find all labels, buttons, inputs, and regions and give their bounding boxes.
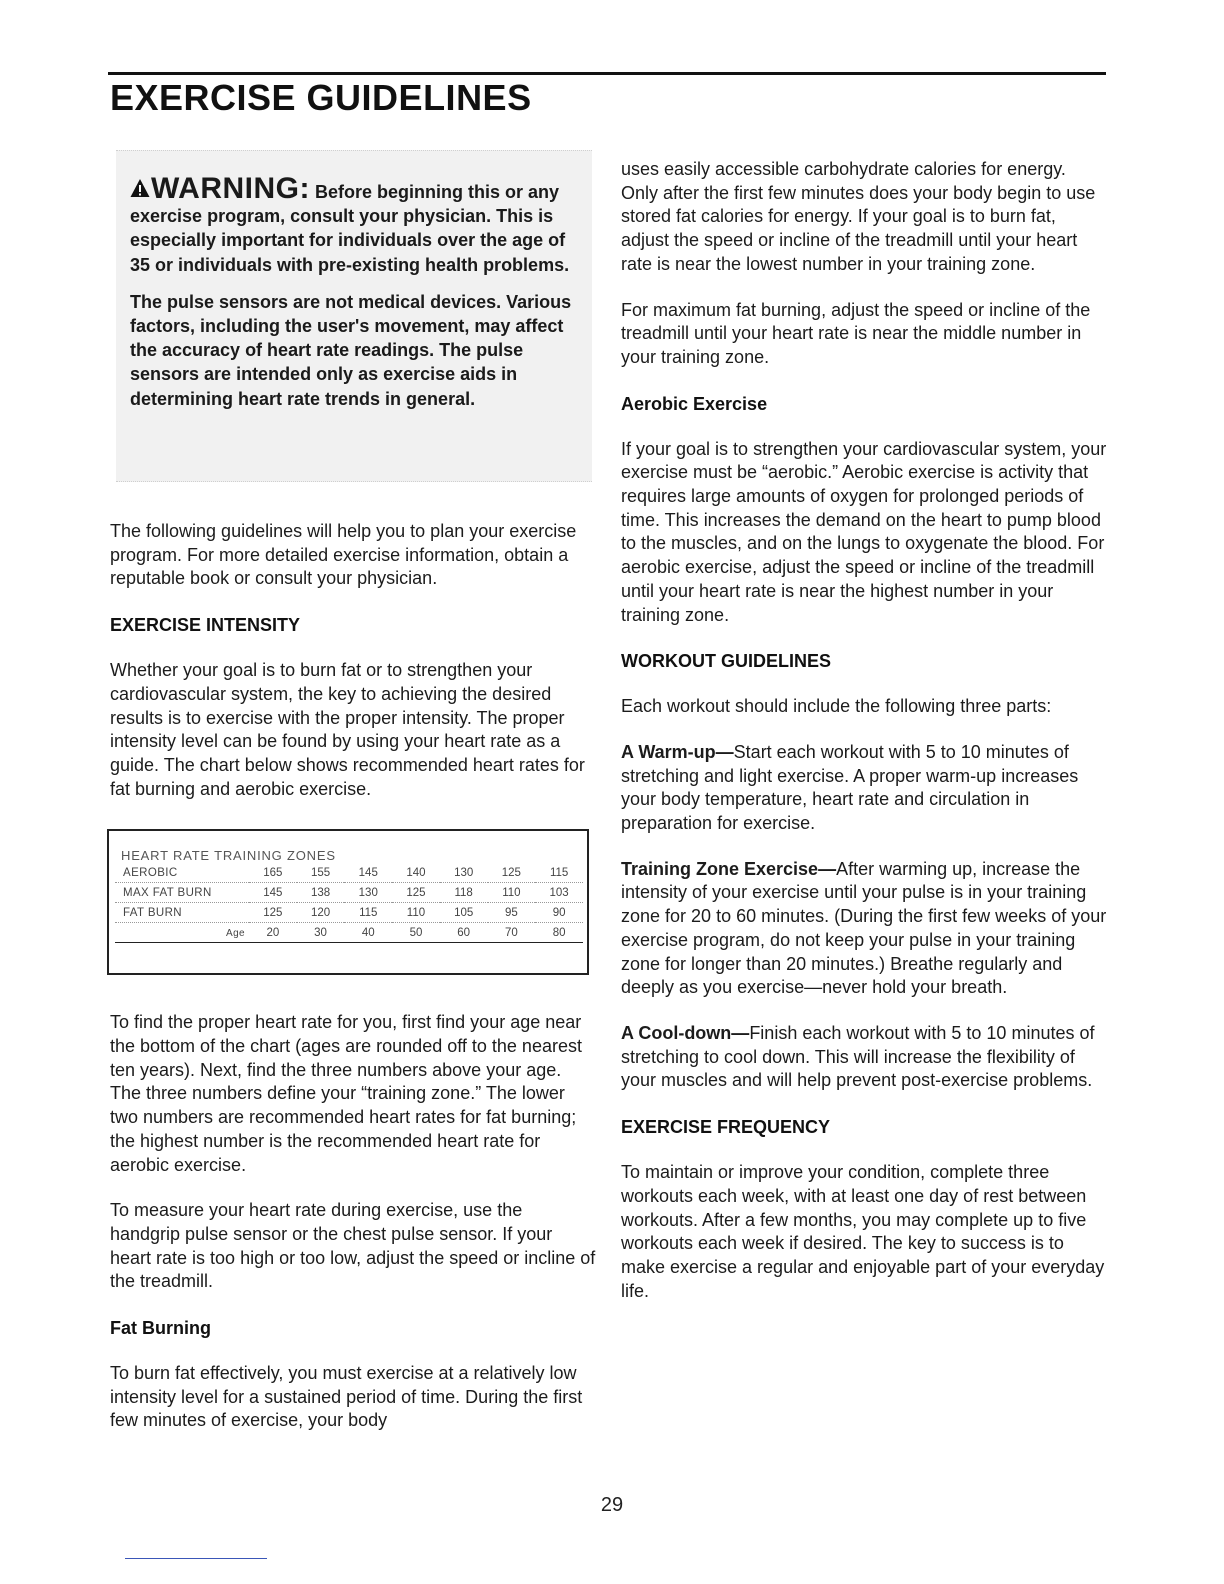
age-cell: 80 <box>535 923 583 943</box>
intensity-paragraph: Whether your goal is to burn fat or to strengthen your cardiovascular system, the key to achieving the desired results is to exercise with the proper intensity. The proper intensity level can be found by using your heart rate as a guide. The chart below shows recommended heart rates for fat burning and aerobic exercise. <box>110 660 585 799</box>
heading-exercise-frequency: EXERCISE FREQUENCY <box>621 1117 831 1138</box>
table-cell: 125 <box>392 883 440 903</box>
title-rule <box>108 72 1106 75</box>
page-number: 29 <box>600 1494 624 1516</box>
table-cell: 125 <box>249 903 297 923</box>
page-title: EXERCISE GUIDELINES <box>110 77 532 118</box>
intro-paragraph: The following guidelines will help you to plan your exercise program. For more detailed exercise information, obtain a reputable book or consult your physician. <box>110 521 577 589</box>
aerobic-paragraph: If your goal is to strengthen your cardiovascular system, your exercise must be “aerobic.” Aerobic exercise is activity that requires large amounts of oxygen for prolonged periods of time. This increases the demand on the heart to pump blood to the muscles, and on the lungs to oxygenate the blood. For aerobic exercise, adjust the speed or incline of the treadmill until your heart rate is near the highest number in your training zone. <box>621 438 1107 625</box>
training-zone-text: After warming up, increase the intensity of your exercise until your pulse is in your training zone for 20 to 60 minutes. (During the first few weeks of your exercise program, do not keep your pulse in your training zone for longer than 20 minutes.) Breathe regularly and deeply as you exercise—never hold your breath. <box>621 858 1107 998</box>
age-cell: 60 <box>440 923 488 943</box>
warning-heading <box>130 172 310 205</box>
table-cell: 95 <box>488 903 536 923</box>
training-zone-lead: Training Zone Exercise— <box>621 858 837 879</box>
warning-triangle-icon <box>130 178 150 198</box>
heading-aerobic-exercise: Aerobic Exercise <box>621 393 768 414</box>
warmup-text: Start each workout with 5 to 10 minutes of stretching and light exercise. A proper warm-up increases your body temperature, heart rate and circulation in preparation for exercise. <box>621 741 1079 834</box>
training-zone-paragraph <box>621 858 1107 1000</box>
heart-rate-table-title: HEART RATE TRAINING ZONES <box>121 848 336 864</box>
age-cell: 20 <box>249 923 297 943</box>
age-cell: 40 <box>344 923 392 943</box>
table-cell: 90 <box>535 903 583 923</box>
fat-burning-continued-paragraph: uses easily accessible carbohydrate calories for energy. Only after the first few minutes does your body begin to use stored fat calories for energy. If your goal is to burn fat, adjust the speed or incline of the treadmill until your heart rate is near the lowest number in your training zone. <box>621 159 1096 274</box>
table-cell: 115 <box>535 863 583 883</box>
fat-burning-paragraph: To burn fat effectively, you must exercise at a relatively low intensity level for a sustained period of time. During the first few minutes of exercise, your body <box>110 1363 583 1431</box>
heading-fat-burning: Fat Burning <box>110 1318 211 1339</box>
table-cell: 138 <box>297 883 345 903</box>
heart-rate-zones-table <box>115 863 583 943</box>
measure-heart-rate-paragraph: To measure your heart rate during exercise, use the handgrip pulse sensor or the chest pulse sensor. If your heart rate is too high or too low, adjust the speed or incline of the treadmill. <box>110 1200 596 1292</box>
table-cell: 115 <box>344 903 392 923</box>
table-cell: 110 <box>488 883 536 903</box>
age-row <box>115 923 583 943</box>
table-cell: 105 <box>440 903 488 923</box>
table-cell: 118 <box>440 883 488 903</box>
cooldown-paragraph <box>621 1022 1107 1093</box>
row-label: MAX FAT BURN <box>115 883 249 903</box>
warmup-lead: A Warm-up— <box>621 741 734 762</box>
heading-workout-guidelines: WORKOUT GUIDELINES <box>621 651 831 672</box>
table-row <box>115 863 583 883</box>
row-label: AEROBIC <box>115 863 249 883</box>
table-row <box>115 903 583 923</box>
table-cell: 145 <box>249 883 297 903</box>
table-row <box>115 883 583 903</box>
table-cell: 140 <box>392 863 440 883</box>
table-cell: 103 <box>535 883 583 903</box>
frequency-paragraph: To maintain or improve your condition, complete three workouts each week, with at least one day of rest between workouts. After a few months, you may complete up to five workouts each week if desired. The key to success is to make exercise a regular and enjoyable part of your everyday life. <box>621 1162 1105 1301</box>
age-cell: 30 <box>297 923 345 943</box>
warning-text-1: Before beginning this or any exercise program, consult your physician. This is especially important for individuals over the age of 35 or individuals with pre-existing health problems. <box>130 182 570 275</box>
table-cell: 165 <box>249 863 297 883</box>
warning-paragraph-1 <box>130 172 576 277</box>
age-cell: 50 <box>392 923 440 943</box>
table-cell: 120 <box>297 903 345 923</box>
table-cell: 130 <box>344 883 392 903</box>
footer-rule <box>125 1558 267 1559</box>
find-heart-rate-paragraph: To find the proper heart rate for you, first find your age near the bottom of the chart (ages are rounded off to the nearest ten years). Next, find the three numbers above your age. The three numbers define your “training zone.” The lower two numbers are recommended heart rates for fat burning; the highest number is the recommended heart rate for aerobic exercise. <box>110 1012 582 1175</box>
right-column <box>621 158 1107 1303</box>
table-empty-row <box>115 943 583 969</box>
warning-word: WARNING: <box>151 172 310 205</box>
table-cell: 130 <box>440 863 488 883</box>
row-label: FAT BURN <box>115 903 249 923</box>
cooldown-lead: A Cool-down— <box>621 1022 750 1043</box>
max-fat-burning-paragraph: For maximum fat burning, adjust the speed or incline of the treadmill until your heart rate is near the middle number in your training zone. <box>621 299 1091 367</box>
warmup-paragraph <box>621 741 1107 836</box>
warning-paragraph-2: The pulse sensors are not medical devices. Various factors, including the user's movement, may affect the accuracy of heart rate readings. The pulse sensors are intended only as exercise aids in determining heart rate trends in general. <box>130 291 572 409</box>
age-label-cell <box>115 923 249 943</box>
age-cell: 70 <box>488 923 536 943</box>
table-cell: 145 <box>344 863 392 883</box>
left-column <box>110 150 596 1433</box>
table-cell: 125 <box>488 863 536 883</box>
heart-rate-table <box>107 829 589 975</box>
table-cell: 155 <box>297 863 345 883</box>
warning-box <box>116 150 592 482</box>
age-label: Age <box>226 927 245 939</box>
table-cell: 110 <box>392 903 440 923</box>
workout-intro-paragraph: Each workout should include the following three parts: <box>621 696 1052 717</box>
cooldown-text: Finish each workout with 5 to 10 minutes of stretching to cool down. This will increase the flexibility of your muscles and will help prevent post-exercise problems. <box>621 1022 1095 1091</box>
heading-exercise-intensity: EXERCISE INTENSITY <box>110 615 301 636</box>
